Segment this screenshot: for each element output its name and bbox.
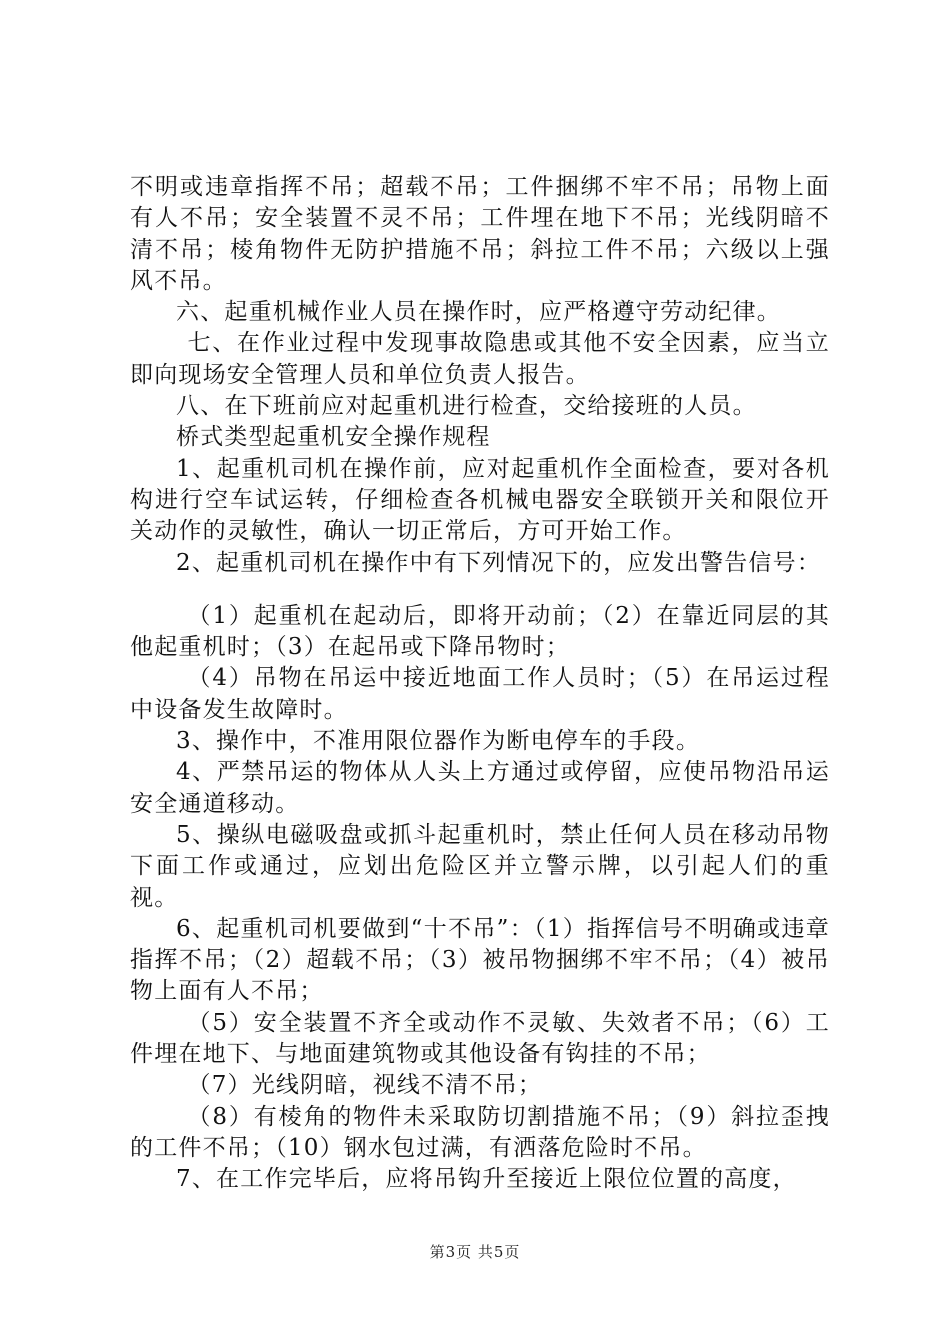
paragraph-rule-2: 2、起重机司机在操作中有下列情况下的，应发出警告信号：	[176, 549, 822, 576]
paragraph-rule-7: 7、在工作完毕后，应将吊钩升至接近上限位位置的高度，	[176, 1166, 797, 1193]
section-heading: 桥式类型起重机安全操作规程	[176, 424, 491, 451]
paragraph-item-6: 六、起重机械作业人员在操作时，应严格遵守劳动纪律。	[176, 299, 781, 326]
paragraph-rule-6-items-b: （7）光线阴暗，视线不清不吊；	[187, 1072, 543, 1099]
paragraph-rule-2-items-a: （1）起重机在起动后，即将开动前；（2）在靠近同层的其他起重机时；（3）在起吊或下降吊物时；	[130, 602, 830, 661]
paragraph-rule-6: 6、起重机司机要做到“十不吊”：（1）指挥信号不明确或违章指挥不吊；（2）超载不吊；（3）被吊物捆绑不牢不吊；（4）被吊物上面有人不吊；	[130, 915, 830, 1005]
document-body	[130, 172, 830, 1196]
paragraph-rule-6-items-c: （8）有棱角的物件未采取防切割措施不吊；（9）斜拉歪拽的工件不吊；（10）钢水包过满，有洒落危险时不吊。	[130, 1103, 830, 1161]
paragraph-rule-6-items-a: （5）安全装置不齐全或动作不灵敏、失效者不吊；（6）工件埋在地下、与地面建筑物或其他设备有钩挂的不吊；	[130, 1009, 830, 1068]
paragraph-rule-2-items-b: （4）吊物在吊运中接近地面工作人员时；（5）在吊运过程中设备发生故障时。	[130, 665, 830, 723]
paragraph-rule-1: 1、起重机司机在操作前，应对起重机作全面检查，要对各机构进行空车试运转，仔细检查各机械电器安全联锁开关和限位开关动作的灵敏性，确认一切正常后，方可开始工作。	[130, 455, 830, 545]
paragraph-rule-3: 3、操作中，不准用限位器作为断电停车的手段。	[176, 728, 701, 755]
paragraph-rule-5: 5、操纵电磁吸盘或抓斗起重机时，禁止任何人员在移动吊物下面工作或通过，应划出危险区并立警示牌，以引起人们的重视。	[130, 821, 830, 911]
paragraph-item-8: 八、在下班前应对起重机进行检查，交给接班的人员。	[176, 393, 757, 420]
paragraph-rule-4: 4、严禁吊运的物体从人头上方通过或停留，应使吊物沿吊运安全通道移动。	[130, 759, 830, 817]
paragraph-spacer	[130, 579, 830, 601]
paragraph-item-7: 七、在作业过程中发现事故隐患或其他不安全因素，应当立即向现场安全管理人员和单位负责人报告。	[130, 330, 830, 388]
paragraph-continuation: 不明或违章指挥不吊；超载不吊；工件捆绑不牢不吊；吊物上面有人不吊；安全装置不灵不吊；工件埋在地下不吊；光线阴暗不清不吊；棱角物件无防护措施不吊；斜拉工件不吊；六级以上强风不吊。	[130, 174, 830, 294]
page-number-footer: 第3页 共5页	[429, 1243, 521, 1261]
